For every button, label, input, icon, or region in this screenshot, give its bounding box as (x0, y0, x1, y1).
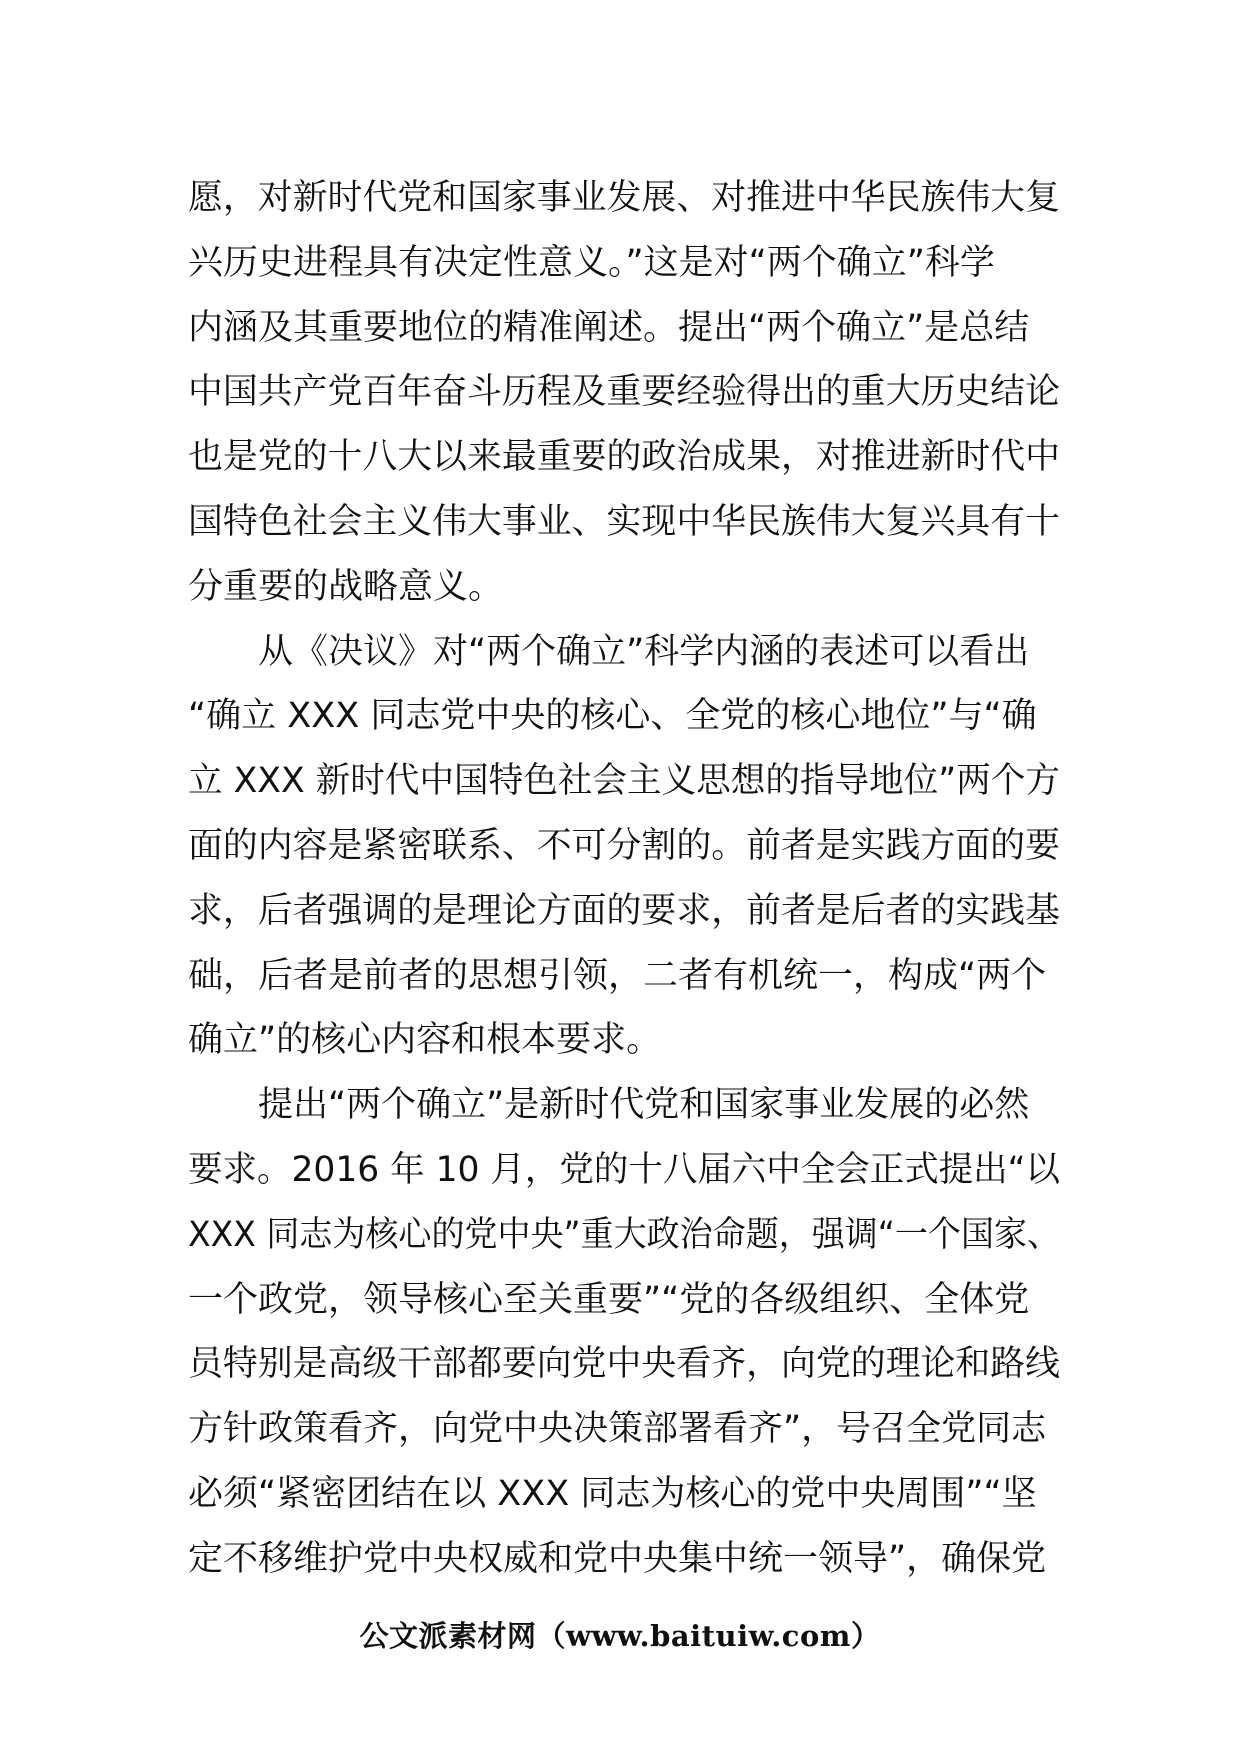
text-line: 要求。2016 年 10 月，党的十八届六中全会正式提出“以 (188, 1149, 1060, 1190)
text-line: 面的内容是紧密联系、不可分割的。前者是实践方面的要 (188, 825, 1060, 866)
body-text (188, 166, 1060, 1592)
text-line: 一个政党，领导核心至关重要”“党的各级组织、全体党 (188, 1279, 1030, 1320)
text-line: “确立 XXX 同志党中央的核心、全党的核心地位”与“确 (188, 696, 1037, 737)
text-line: 愿，对新时代党和国家事业发展、对推进中华民族伟大复 (188, 178, 1060, 218)
footer-watermark: 公文派素材网（www.baituiw.com） (359, 1619, 881, 1653)
paragraph-start-line: 提出“两个确立”是新时代党和国家事业发展的必然 (258, 1085, 1030, 1126)
text-line: 求，后者强调的是理论方面的要求，前者是后者的实践基 (188, 890, 1060, 931)
text-line: 确立”的核心内容和根本要求。 (188, 1020, 662, 1061)
text-line: 中国共产党百年奋斗历程及重要经验得出的重大历史结论 (188, 372, 1060, 413)
text-line: 础，后者是前者的思想引领，二者有机统一，构成“两个 (188, 955, 1047, 996)
text-line: 兴历史进程具有决定性意义。”这是对“两个确立”科学 (188, 242, 995, 283)
text-line: 立 XXX 新时代中国特色社会主义思想的指导地位”两个方 (188, 761, 1060, 802)
text-line: 员特别是高级干部都要向党中央看齐，向党的理论和路线 (188, 1344, 1060, 1385)
text-line: 也是党的十八大以来最重要的政治成果，对推进新时代中 (188, 437, 1060, 478)
text-line: 定不移维护党中央权威和党中央集中统一领导”，确保党 (188, 1538, 1047, 1579)
text-line: 国特色社会主义伟大事业、实现中华民族伟大复兴具有十 (188, 501, 1060, 542)
text-line: 必须“紧密团结在以 XXX 同志为核心的党中央周围”“坚 (188, 1473, 1037, 1514)
text-line: XXX 同志为核心的党中央”重大政治命题，强调“一个国家、 (188, 1214, 1060, 1255)
paragraph-start-line: 从《决议》对“两个确立”科学内涵的表述可以看出 (258, 631, 1030, 672)
text-line: 方针政策看齐，向党中央决策部署看齐”，号召全党同志 (188, 1409, 1047, 1450)
text-line: 内涵及其重要地位的精准阐述。提出“两个确立”是总结 (188, 307, 1030, 348)
text-line: 分重要的战略意义。 (188, 566, 504, 607)
